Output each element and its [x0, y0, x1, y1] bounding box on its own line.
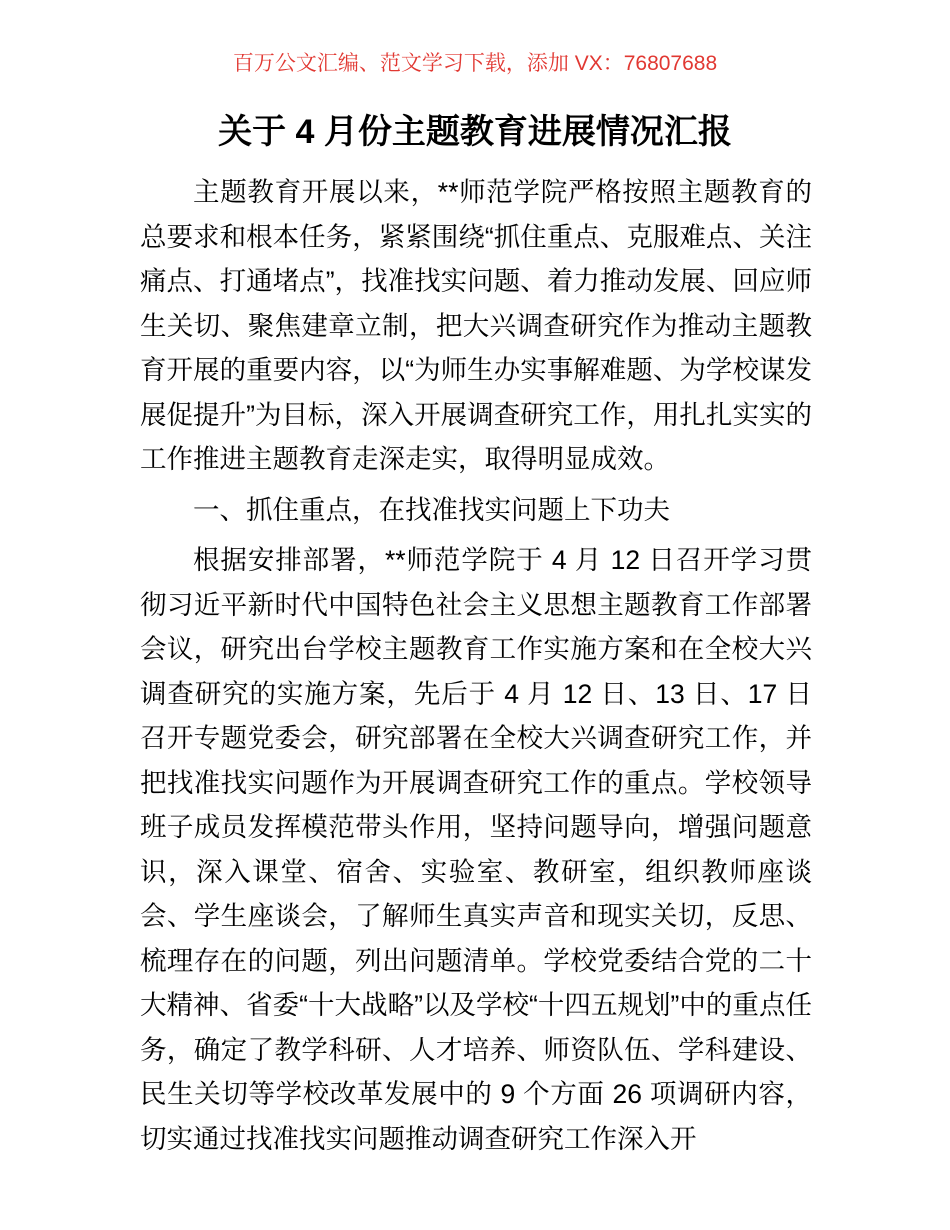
document-title: 关于 4 月份主题教育进展情况汇报 — [218, 113, 732, 151]
paragraph-intro: 主题教育开展以来，**师范学院严格按照主题教育的总要求和根本任务，紧紧围绕“抓住重点、克服难点、关注痛点、打通堵点”，找准找实问题、着力推动发展、回应师生关切、聚焦建章立制，把大兴调查研究作为推动主题教育开展的重要内容，以“为师生办实事解难题、为学校谋发展促提升”为目标，深入开展调查研究工作，用扎扎实实的工作推进主题教育走深走实，取得明显成效。 — [140, 177, 812, 474]
watermark-notice: 百万公文汇编、范文学习下载，添加 VX：76807688 — [232, 52, 718, 75]
section-heading-1: 一、抓住重点，在找准找实问题上下功夫 — [193, 494, 670, 525]
paragraph-section-1: 根据安排部署，**师范学院于 4 月 12 日召开学习贯彻习近平新时代中国特色社会主义思想主题教育工作部署会议，研究出台学校主题教育工作实施方案和在全校大兴调查研究的实施方案，先后于 4 月 12 日、13 日、17 日召开专题党委会，研究部署在全校大兴调查研究工作，并把找准找实问题作为开展调查研究工作的重点。学校领导班子成员发挥模范带头作用，坚持问题导向，增强问题意识，深入课堂、宿舍、实验室、教研室，组织教师座谈会、学生座谈会，了解师生真实声音和现实关切，反思、梳理存在的问题，列出问题清单。学校党委结合党的二十大精神、省委“十大战略”以及学校“十四五规划”中的重点任务，确定了教学科研、人才培养、师资队伍、学科建设、民生关切等学校改革发展中的 9 个方面 26 项调研内容，切实通过找准找实问题推动调查研究工作深入开 — [140, 545, 812, 1154]
document-body — [140, 170, 812, 1161]
